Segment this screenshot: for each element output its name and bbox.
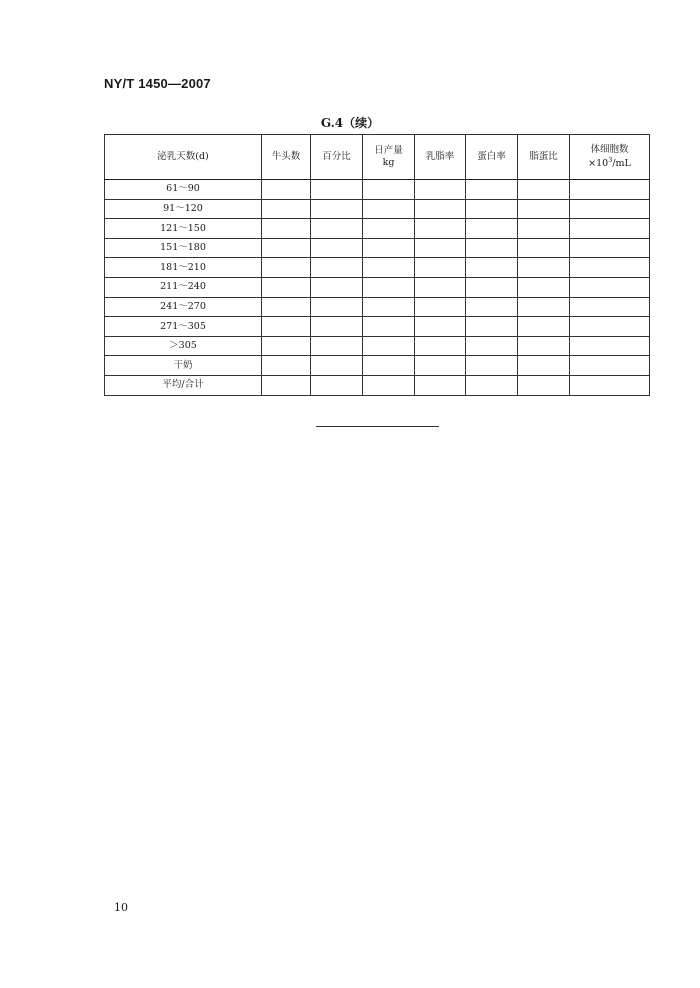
table-row	[105, 297, 650, 317]
table-row	[105, 317, 650, 337]
table-cell	[570, 356, 650, 376]
row-label: 121～150	[105, 219, 262, 239]
table-header-row	[105, 135, 650, 180]
table-cell	[466, 199, 518, 219]
table-cell	[518, 199, 570, 219]
row-label: 211～240	[105, 277, 262, 297]
scc-prefix: ×10	[588, 158, 609, 170]
table-cell	[518, 277, 570, 297]
table-title: G.4（续）	[320, 116, 380, 130]
table-cell	[570, 317, 650, 337]
table-cell	[466, 180, 518, 200]
table-cell	[311, 375, 363, 395]
table-cell	[570, 238, 650, 258]
table-cell	[363, 238, 415, 258]
header-daily-yield-label: 日产量	[374, 145, 403, 157]
table-cell	[518, 297, 570, 317]
table-cell	[570, 258, 650, 278]
table-cell	[518, 356, 570, 376]
table-cell	[415, 277, 466, 297]
table-cell	[466, 297, 518, 317]
header-daily-yield	[363, 135, 415, 180]
table-cell	[262, 356, 311, 376]
table-cell	[262, 277, 311, 297]
header-somatic-cell-count	[570, 135, 650, 180]
table-row	[105, 375, 650, 395]
table-row	[105, 258, 650, 278]
table-cell	[466, 277, 518, 297]
table-cell	[415, 375, 466, 395]
table-cell	[415, 180, 466, 200]
table-cell	[570, 277, 650, 297]
table-cell	[262, 336, 311, 356]
row-label: 干奶	[105, 356, 262, 376]
table-row	[105, 199, 650, 219]
table-cell	[262, 258, 311, 278]
table-cell	[466, 375, 518, 395]
table-cell	[311, 258, 363, 278]
table-body	[105, 180, 650, 396]
table-cell	[311, 277, 363, 297]
table-cell	[518, 258, 570, 278]
table-container	[104, 134, 649, 396]
table-cell	[363, 297, 415, 317]
lactation-table	[104, 134, 650, 396]
table-cell	[518, 180, 570, 200]
table-cell	[415, 258, 466, 278]
table-cell	[518, 238, 570, 258]
table-cell	[570, 180, 650, 200]
table-cell	[363, 219, 415, 239]
table-cell	[363, 356, 415, 376]
table-cell	[518, 336, 570, 356]
table-cell	[570, 219, 650, 239]
table-cell	[262, 375, 311, 395]
table-cell	[570, 199, 650, 219]
row-label: 181～210	[105, 258, 262, 278]
row-label: ＞305	[105, 336, 262, 356]
table-cell	[363, 180, 415, 200]
table-row	[105, 277, 650, 297]
table-cell	[262, 317, 311, 337]
table-cell	[363, 199, 415, 219]
table-cell	[570, 375, 650, 395]
header-fat-protein-ratio: 脂蛋比	[518, 135, 570, 180]
table-cell	[262, 199, 311, 219]
table-cell	[363, 375, 415, 395]
table-cell	[466, 356, 518, 376]
header-daily-yield-unit: kg	[382, 157, 395, 168]
standard-code: NY/T 1450—2007	[104, 76, 211, 91]
table-cell	[415, 356, 466, 376]
table-cell	[518, 219, 570, 239]
table-cell	[363, 277, 415, 297]
header-head-count: 牛头数	[262, 135, 311, 180]
table-cell	[262, 219, 311, 239]
table-cell	[363, 317, 415, 337]
table-cell	[311, 317, 363, 337]
table-cell	[363, 258, 415, 278]
table-cell	[415, 336, 466, 356]
table-cell	[518, 317, 570, 337]
table-cell	[262, 297, 311, 317]
table-cell	[466, 238, 518, 258]
header-protein-rate: 蛋白率	[466, 135, 518, 180]
table-row	[105, 336, 650, 356]
table-cell	[415, 297, 466, 317]
header-scc-unit	[588, 155, 631, 170]
table-cell	[415, 199, 466, 219]
scc-suffix: /mL	[612, 158, 631, 170]
table-cell	[363, 336, 415, 356]
table-cell	[415, 219, 466, 239]
table-cell	[311, 219, 363, 239]
table-cell	[311, 238, 363, 258]
table-cell	[466, 336, 518, 356]
table-cell	[311, 180, 363, 200]
header-scc-label: 体细胞数	[590, 144, 629, 156]
table-cell	[466, 258, 518, 278]
table-cell	[570, 336, 650, 356]
table-cell	[311, 336, 363, 356]
table-cell	[262, 180, 311, 200]
table-cell	[466, 219, 518, 239]
table-cell	[570, 297, 650, 317]
table-row	[105, 219, 650, 239]
table-row	[105, 180, 650, 200]
row-label: 91～120	[105, 199, 262, 219]
header-percent: 百分比	[311, 135, 363, 180]
header-days: 泌乳天数(d)	[105, 135, 262, 180]
table-cell	[311, 356, 363, 376]
table-row	[105, 238, 650, 258]
row-label: 271～305	[105, 317, 262, 337]
table-cell	[262, 238, 311, 258]
table-cell	[415, 238, 466, 258]
page-number: 10	[114, 901, 128, 914]
table-cell	[466, 317, 518, 337]
row-label: 151～180	[105, 238, 262, 258]
scc-exponent: 3	[608, 155, 613, 164]
table-cell	[518, 375, 570, 395]
table-cell	[415, 317, 466, 337]
row-label: 平均/合计	[105, 375, 262, 395]
header-fat-rate: 乳脂率	[415, 135, 466, 180]
table-row	[105, 356, 650, 376]
row-label: 61～90	[105, 180, 262, 200]
end-rule	[316, 426, 439, 427]
row-label: 241～270	[105, 297, 262, 317]
table-cell	[311, 199, 363, 219]
table-cell	[311, 297, 363, 317]
